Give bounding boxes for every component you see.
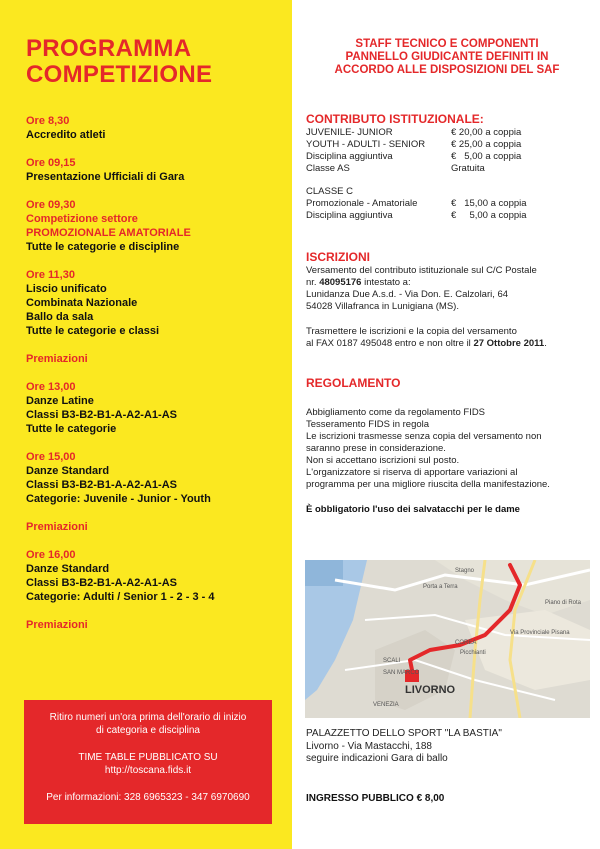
schedule-line: Categorie: Juvenile - Junior - Youth (26, 493, 211, 505)
schedule-line: Ore 09,30 (26, 199, 76, 211)
contributo-heading: CONTRIBUTO ISTITUZIONALE: (306, 112, 484, 126)
schedule-line: Tutte le categorie e classi (26, 325, 160, 337)
schedule-block (26, 380, 288, 436)
schedule-line: Ore 13,00 (26, 381, 76, 393)
map-label: COREA (455, 640, 477, 646)
map-label: Porta a Terra (423, 584, 458, 590)
schedule-line: Ore 09,15 (26, 157, 76, 169)
schedule-line: Competizione settore (26, 213, 138, 225)
title-line-1: PROGRAMMA (26, 35, 192, 62)
cc-number: 48095176 (319, 277, 362, 288)
staff-line-2: PANNELLO GIUDICANTE DEFINITI IN (345, 51, 549, 63)
fee-row (306, 151, 521, 163)
fee-value: € 5,00 a coppia (451, 210, 527, 221)
fee-value: € 15,00 a coppia (451, 198, 527, 209)
schedule-block (26, 450, 288, 506)
fee-label: YOUTH - ADULTI - SENIOR (306, 139, 426, 150)
ingresso-price: INGRESSO PUBBLICO € 8,00 (306, 793, 445, 804)
regolamento-line: programma per una migliore riuscita della manifestazione. (306, 479, 550, 490)
schedule-line: Ballo da sala (26, 311, 94, 323)
fee-label: JUVENILE- JUNIOR (306, 127, 393, 138)
schedule-block (26, 548, 288, 604)
fee-label: Classe AS (306, 163, 350, 174)
info-timetable-line: TIME TABLE PUBBLICATO SU (78, 752, 218, 763)
fee-value: € 25,00 a coppia (451, 139, 522, 150)
schedule-line: Ore 8,30 (26, 115, 70, 127)
fees-table-c (306, 198, 527, 222)
schedule-line: Danze Latine (26, 395, 94, 407)
venue-address: Livorno - Via Mastacchi, 188 (306, 740, 432, 752)
info-timetable-url[interactable]: http://toscana.fids.it (104, 765, 192, 776)
schedule-line: Accredito atleti (26, 129, 106, 141)
map-label: Picchianti (460, 650, 486, 656)
schedule-line: Premiazioni (26, 619, 88, 631)
schedule-line: Classi B3-B2-B1-A-A2-A1-AS (26, 479, 177, 491)
schedule-line: Ore 16,00 (26, 549, 76, 561)
staff-heading (302, 38, 592, 77)
classe-c-label: CLASSE C (306, 186, 353, 197)
location-map[interactable] (305, 560, 590, 718)
fee-label: Disciplina aggiuntiva (306, 210, 393, 221)
fee-row (306, 210, 527, 222)
iscrizioni-line-1: Versamento del contributo istituzionale sul C/C Postale (306, 265, 537, 276)
schedule-line: Danze Standard (26, 465, 110, 477)
map-label: Piano di Rota (545, 600, 582, 606)
info-phone: Per informazioni: 328 6965323 - 347 6970690 (46, 792, 250, 803)
schedule-block (26, 268, 288, 338)
iscrizioni-line-3: Lunidanza Due A.s.d. - Via Don. E. Calzolari, 64 (306, 289, 509, 300)
schedule-line: Premiazioni (26, 353, 88, 365)
fees-table (306, 127, 521, 175)
schedule-block (26, 156, 288, 184)
schedule-line: Combinata Nazionale (26, 297, 138, 309)
info-numbers-line-1: Ritiro numeri un'ora prima dell'orario di inizio (49, 712, 247, 723)
staff-line-1: STAFF TECNICO E COMPONENTI (355, 38, 539, 50)
schedule-block (26, 618, 288, 632)
schedule-line: Premiazioni (26, 521, 88, 533)
map-label: Via Provinciale Pisana (510, 630, 570, 636)
schedule-line: Categorie: Adulti / Senior 1 - 2 - 3 - 4 (26, 591, 215, 603)
schedule-block (26, 198, 288, 254)
fee-row (306, 127, 521, 139)
fee-value: Gratuita (451, 163, 485, 174)
schedule-line: Liscio unificato (26, 283, 107, 295)
schedule-line: Tutte le categorie (26, 423, 117, 435)
map-label: Stagno (455, 568, 475, 574)
venue-name: PALAZZETTO DELLO SPORT "LA BASTIA" (306, 728, 502, 739)
fee-value: € 20,00 a coppia (451, 127, 522, 138)
fee-row (306, 163, 521, 175)
regolamento-lines (306, 407, 596, 491)
schedule-block (26, 520, 288, 534)
regolamento-heading: REGOLAMENTO (306, 376, 401, 390)
fee-row (306, 198, 527, 210)
schedule-list (26, 114, 288, 646)
regolamento-line: Tesseramento FIDS in regola (306, 419, 430, 430)
schedule-line: PROMOZIONALE AMATORIALE (26, 227, 191, 239)
schedule-line: Danze Standard (26, 563, 110, 575)
schedule-line: Tutte le categorie e discipline (26, 241, 180, 253)
regolamento-line: Le iscrizioni trasmesse senza copia del versamento non (306, 431, 542, 442)
schedule-line: Classi B3-B2-B1-A-A2-A1-AS (26, 409, 177, 421)
iscrizioni-line-2: nr. 48095176 intestato a: (306, 277, 411, 288)
map-label: SAN MARCO (383, 670, 420, 676)
deadline-date: 27 Ottobre 2011 (473, 338, 545, 349)
info-box (24, 700, 272, 824)
venue-directions: seguire indicazioni Gara di ballo (306, 753, 448, 764)
iscrizioni-section (306, 250, 596, 350)
regolamento-line: Non si accettano iscrizioni sul posto. (306, 455, 460, 466)
program-title (26, 36, 212, 88)
schedule-block (26, 114, 288, 142)
iscrizioni-heading: ISCRIZIONI (306, 250, 371, 264)
iscrizioni-line-6: al FAX 0187 495048 entro e non oltre il 27 Ottobre 2011. (306, 338, 547, 349)
fee-label: Promozionale - Amatoriale (306, 198, 418, 209)
regolamento-section (306, 376, 596, 516)
schedule-line: Presentazione Ufficiali di Gara (26, 171, 185, 183)
iscrizioni-line-4: 54028 Villafranca in Lunigiana (MS). (306, 301, 459, 312)
schedule-line: Classi B3-B2-B1-A-A2-A1-AS (26, 577, 177, 589)
title-line-2: COMPETIZIONE (26, 61, 213, 88)
iscrizioni-line-5: Trasmettere le iscrizioni e la copia del versamento (306, 326, 517, 337)
fee-value: € 5,00 a coppia (451, 151, 522, 162)
regolamento-line: saranno prese in considerazione. (306, 443, 446, 454)
map-label: VENEZIA (373, 702, 399, 708)
schedule-line: Ore 15,00 (26, 451, 76, 463)
map-label: LIVORNO (405, 684, 456, 696)
regolamento-line: Abbigliamento come da regolamento FIDS (306, 407, 486, 418)
venue-info (306, 728, 596, 766)
schedule-block (26, 352, 288, 366)
fee-row (306, 139, 521, 151)
contributo-section (306, 112, 596, 222)
regolamento-line: L'organizzatore si riserva di apportare variazioni al (306, 467, 518, 478)
fee-label: Disciplina aggiuntiva (306, 151, 393, 162)
staff-line-3: ACCORDO ALLE DISPOSIZIONI DEL SAF (334, 64, 560, 76)
salvatacchi-note: È obbligatorio l'uso dei salvatacchi per le dame (306, 504, 520, 515)
schedule-line: Ore 11,30 (26, 269, 75, 281)
info-numbers-line-2: di categoria e disciplina (96, 725, 200, 736)
map-label: SCALI (383, 658, 401, 664)
